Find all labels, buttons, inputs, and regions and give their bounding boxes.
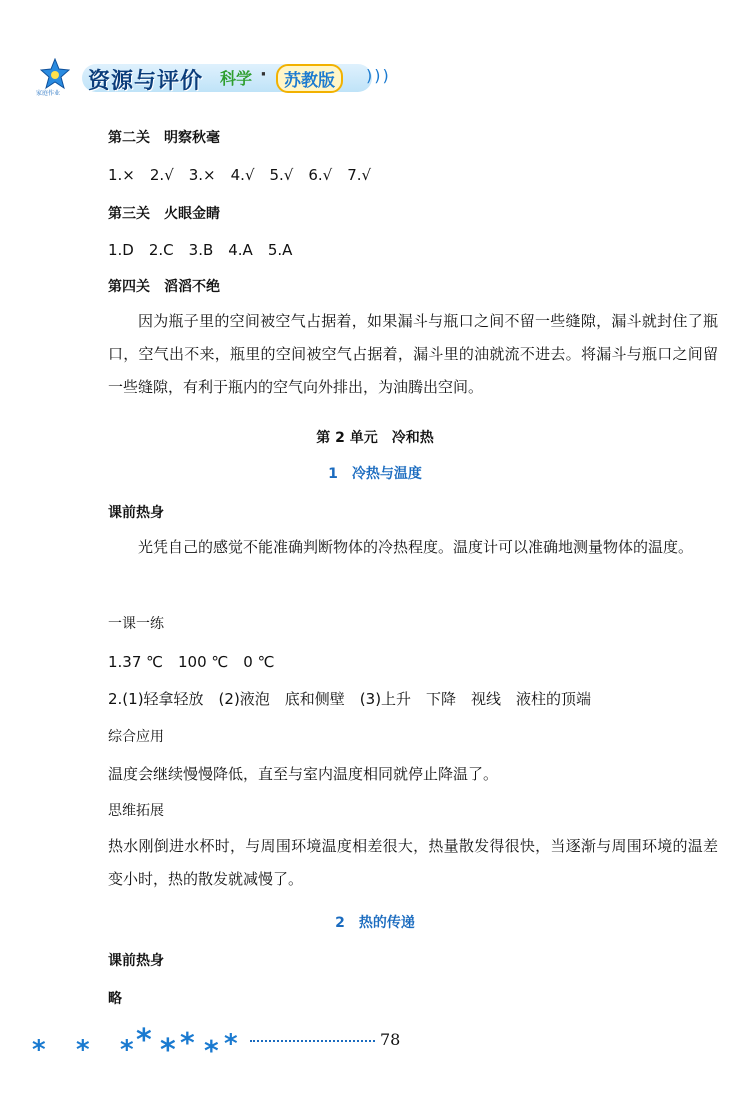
section-answers-level2: 1.× 2.√ 3.× 4.√ 5.√ 6.√ 7.√ xyxy=(108,166,372,184)
warmup-text-2: 略 xyxy=(108,991,122,1007)
section-heading-level4: 第四关 滔滔不绝 xyxy=(108,279,220,295)
warmup-heading-1: 课前热身 xyxy=(108,505,164,521)
svg-text:*: * xyxy=(180,1026,195,1059)
section-heading-level2: 第二关 明察秋毫 xyxy=(108,130,220,146)
svg-text:*: * xyxy=(76,1035,90,1065)
section-text-level4: 因为瓶子里的空间被空气占据着，如果漏斗与瓶口之间不留一些缝隙，漏斗就封住了瓶口，空气出不来，瓶里的空间被空气占据着，漏斗里的油就流不进去。将漏斗与瓶口之间留一些缝隙，有利于瓶内的空气向外排出，为油腾出空间。 xyxy=(108,312,718,396)
practice-answer-1: 1.37 ℃ 100 ℃ 0 ℃ xyxy=(108,653,275,671)
svg-text:*: * xyxy=(160,1033,176,1066)
apply-text: 温度会继续慢慢降低，直至与室内温度相同就停止降温了。 xyxy=(108,765,499,783)
svg-text:*: * xyxy=(32,1035,46,1065)
extend-heading: 思维拓展 xyxy=(108,803,164,819)
section-heading-level3: 第三关 火眼金睛 xyxy=(108,206,220,222)
svg-text:*: * xyxy=(224,1029,238,1059)
apply-heading: 综合应用 xyxy=(108,729,164,745)
edition-badge: 苏教版 xyxy=(276,64,343,93)
chevron-decoration-icon: ))) xyxy=(366,66,391,85)
header-banner xyxy=(20,52,420,102)
page-number: 78 xyxy=(380,1030,401,1049)
practice-answer-2: 2.(1)轻拿轻放 (2)液泡 底和侧壁 (3)上升 下降 视线 液柱的顶端 xyxy=(108,690,592,708)
extend-text: 热水刚倒进水杯时，与周围环境温度相差很大，热量散发得很快，当逐渐与周围环境的温差变小时，热的散发就减慢了。 xyxy=(108,837,718,888)
warmup-text-1: 光凭自己的感觉不能准确判断物体的冷热程度。温度计可以准确地测量物体的温度。 xyxy=(138,538,694,556)
subject-label: 科学 xyxy=(220,69,253,88)
warmup-heading-2: 课前热身 xyxy=(108,953,164,969)
footer-stars-icon xyxy=(28,1026,258,1066)
svg-text:*: * xyxy=(120,1035,134,1065)
svg-text:*: * xyxy=(204,1034,219,1066)
book-title: 资源与评价 xyxy=(88,69,204,94)
star-logo-icon xyxy=(40,58,70,90)
logo-caption: 家庭作业 xyxy=(36,90,61,97)
lesson-title-1: 1 冷热与温度 xyxy=(328,466,422,482)
lesson-title-2: 2 热的传递 xyxy=(335,915,415,931)
title-separator: · xyxy=(260,64,267,85)
unit-title: 第 2 单元 冷和热 xyxy=(316,430,434,446)
section-answers-level3: 1.D 2.C 3.B 4.A 5.A xyxy=(108,241,293,259)
svg-text:*: * xyxy=(136,1026,152,1058)
practice-heading: 一课一练 xyxy=(108,616,164,632)
footer-dotted-leader xyxy=(250,1038,375,1042)
